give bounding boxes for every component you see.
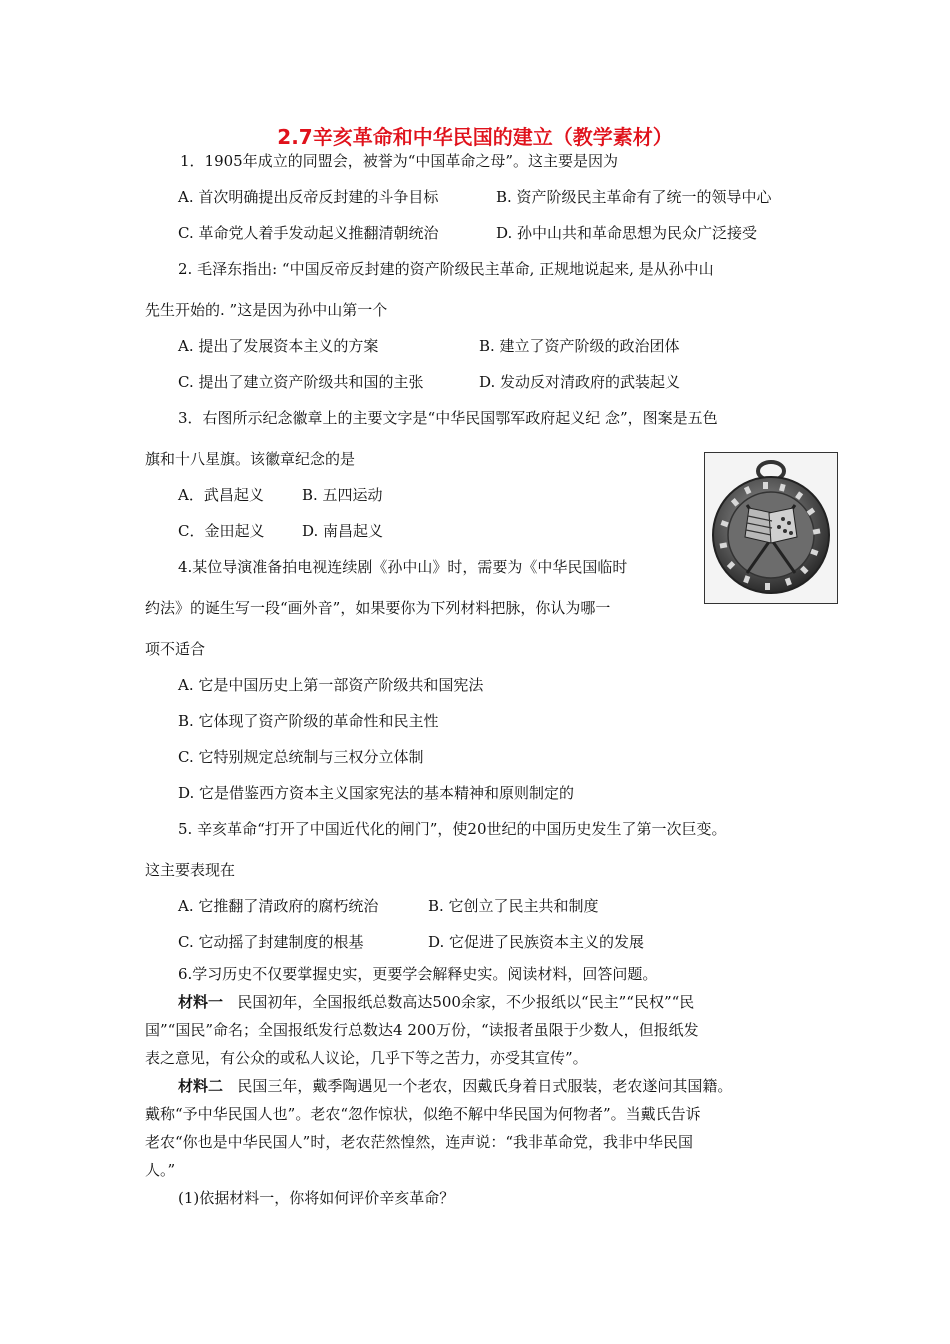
q5-stem-line1: 5. 辛亥革命“打开了中国近代化的闸门”，使20世纪的中国历史发生了第一次巨变。 [178,820,727,838]
q2-option-b: B. 建立了资产阶级的政治团体 [479,337,680,355]
q3-stem-line2: 旗和十八星旗。该徽章纪念的是 [145,450,356,468]
q4-option-b: B. 它体现了资产阶级的革命性和民主性 [178,712,439,730]
q2-stem-line1: 2. 毛泽东指出: “中国反帝反封建的资产阶级民主革命, 正规地说起来, 是从孙中山 [178,260,714,278]
q3-option-d: D. 南昌起义 [302,522,384,540]
q4-option-a: A. 它是中国历史上第一部资产阶级共和国宪法 [178,676,484,694]
q5-stem-line2: 这主要表现在 [145,861,236,879]
material-one-label: 材料一 [178,993,224,1011]
q6-sub-question-1: (1)依据材料一，你将如何评价辛亥革命？ [178,1189,455,1207]
q6-stem: 6.学习历史不仅要掌握史实，更要学会解释史实。阅读材料，回答问题。 [178,965,658,983]
q4-option-c: C. 它特别规定总统制与三权分立体制 [178,748,424,766]
q4-stem-line1: 4.某位导演准备拍电视连续剧《孙中山》时，需要为《中华民国临时 [178,558,628,576]
q5-option-d: D. 它促进了民族资本主义的发展 [428,933,645,951]
q6-material-one [178,992,694,1012]
q4-stem-line3: 项不适合 [145,640,206,658]
q5-option-a: A. 它推翻了清政府的腐朽统治 [178,897,379,915]
q4-option-d: D. 它是借鉴西方资本主义国家宪法的基本精神和原则制定的 [178,784,575,802]
q1-stem: 1．1905年成立的同盟会，被誉为“中国革命之母”。这主要是因为 [180,152,619,170]
material-one-line3: 表之意见，有公众的或私人议论，几乎下等之苦力，亦受其宣传”。 [145,1049,588,1067]
q2-option-a: A. 提出了发展资本主义的方案 [178,337,379,355]
q2-option-d: D. 发动反对清政府的武装起义 [479,373,681,391]
q1-option-c: C. 革命党人着手发动起义推翻清朝统治 [178,224,439,242]
q1-option-a: A. 首次明确提出反帝反封建的斗争目标 [178,188,439,206]
material-one-line2: 国”“国民”命名；全国报纸发行总数达4 200万份，“读报者虽限于少数人，但报纸发 [145,1021,699,1039]
q1-option-b: B. 资产阶级民主革命有了统一的领导中心 [496,188,772,206]
material-two-line4: 人。” [145,1161,176,1179]
q1-option-d: D. 孙中山共和革命思想为民众广泛接受 [496,224,758,242]
q5-option-c: C. 它动摇了封建制度的根基 [178,933,364,951]
q2-option-c: C. 提出了建立资产阶级共和国的主张 [178,373,424,391]
q3-option-a: A．武昌起义 [178,486,264,504]
q6-material-two [178,1076,732,1096]
q3-option-c: C．金田起义 [178,522,265,540]
badge-illustration [705,453,837,603]
material-two-line3: 老农“你也是中华民国人”时，老农茫然惶然，连声说：“我非革命党，我非中华民国 [145,1133,694,1151]
material-two-line1: 民国三年，戴季陶遇见一个老农，因戴氏身着日式服装，老农遂问其国籍。 [237,1077,733,1095]
page-title: 2.7辛亥革命和中华民国的建立（教学素材） [277,125,673,149]
material-two-label: 材料二 [178,1077,224,1095]
commemorative-badge-image [704,452,838,604]
q3-option-b: B. 五四运动 [302,486,383,504]
q4-stem-line2: 约法》的诞生写一段“画外音”，如果要你为下列材料把脉，你认为哪一 [145,599,611,617]
q3-stem-line1: 3．右图所示纪念徽章上的主要文字是“中华民国鄂军政府起义纪 念”，图案是五色 [178,409,718,427]
material-one-line1: 民国初年，全国报纸总数高达500余家，不少报纸以“民主”“民权”“民 [237,993,695,1011]
q5-option-b: B. 它创立了民主共和制度 [428,897,599,915]
material-two-line2: 戴称“予中华民国人也”。老农“忽作惊状，似绝不解中华民国为何物者”。当戴氏告诉 [145,1105,701,1123]
q2-stem-line2: 先生开始的. ”这是因为孙中山第一个 [145,301,388,319]
